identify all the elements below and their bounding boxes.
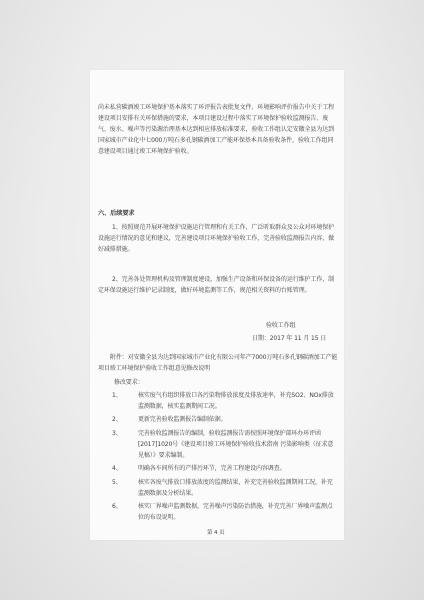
document-page [90,70,344,540]
list-item: 核实各废气排放口排放浓度的监测结果，补充完善验收监测期间工况，补充监测数据及分析结果。 [138,479,333,497]
list-item: 明确各车间所有的产排污环节，完善工程建设内容调查。 [138,465,286,472]
section-heading: 六、后续要求 [98,210,135,217]
list-item: 完善验收监测报告的编制，验收监测报告需按照环境保护部环办环评函[2017]1020号《建设项目竣工环境保护验收技术指南 污染影响类（征求意见稿）》要求编制。 [138,430,334,459]
list-number: 3、 [112,430,122,437]
requirement-item-2: 2、完善各处管理机构及管理制度建设，加强生产设备和环保设备的运行维护工作，制定环保设施运行维护记录制度，做好环境监测等工作，规范相关资料的台账管理。 [98,276,335,294]
list-number: 5、 [112,479,122,486]
signature-date: 日期：2017 年 11 月 15 日 [252,335,327,342]
list-number: 2、 [112,416,122,423]
signature-label: 验收工作组 [266,322,296,329]
attachment-requirements-label: 修改要求： [114,379,144,386]
list-number: 4、 [112,465,122,472]
list-item: 更新完善验收监测报告编制依据。 [138,416,227,423]
list-item: 核实废气有组织排放口各污染物排放浓度及排放速率，补充SO2、NOx排放监测数据，核实监测期间工况。 [138,392,334,410]
requirement-item-1: 1、按照规范开展环境保护设施运行管理和有关工作，广泛听取群众及公众对环境保护设施运行情况的意见和建议，完善建设项目环境保护验收工作，完善验收监测报告内容，做好减排措施。 [98,224,335,253]
attachment-intro: 附件：对安徽全县为达到国家城市产业化有限公司年产7000万吨石多孔钢碳酒加工产能项目竣工环境保护验收工作组意见修改说明 [98,354,338,372]
list-item: 核实厂界噪声监测数据，完善噪声污染防治措施，补充完善厂界噪声监测点位的布设说明。 [138,503,333,521]
list-number: 6、 [112,503,122,510]
intro-paragraph: 尚未私营碳酒竣工环境保护基本落实了环评报告表批复文件、环境影响评价报告中关于工程建设项目安排有关环保措施的要求，本项目建设过程中落实了环境保护验收监测报告、废气、废水、噪声等污染源治理基本达到相应排放标准要求，验收工作组认定安徽全县为达到国家城市产业化中七000万吨石多孔钢碳酒加工产能环保基本具备验收条件，验收工作组同意建设项目通过竣工环境保护验收。 [98,104,335,155]
list-number: 1、 [112,392,122,399]
page-number: 第 4 页 [207,530,225,536]
